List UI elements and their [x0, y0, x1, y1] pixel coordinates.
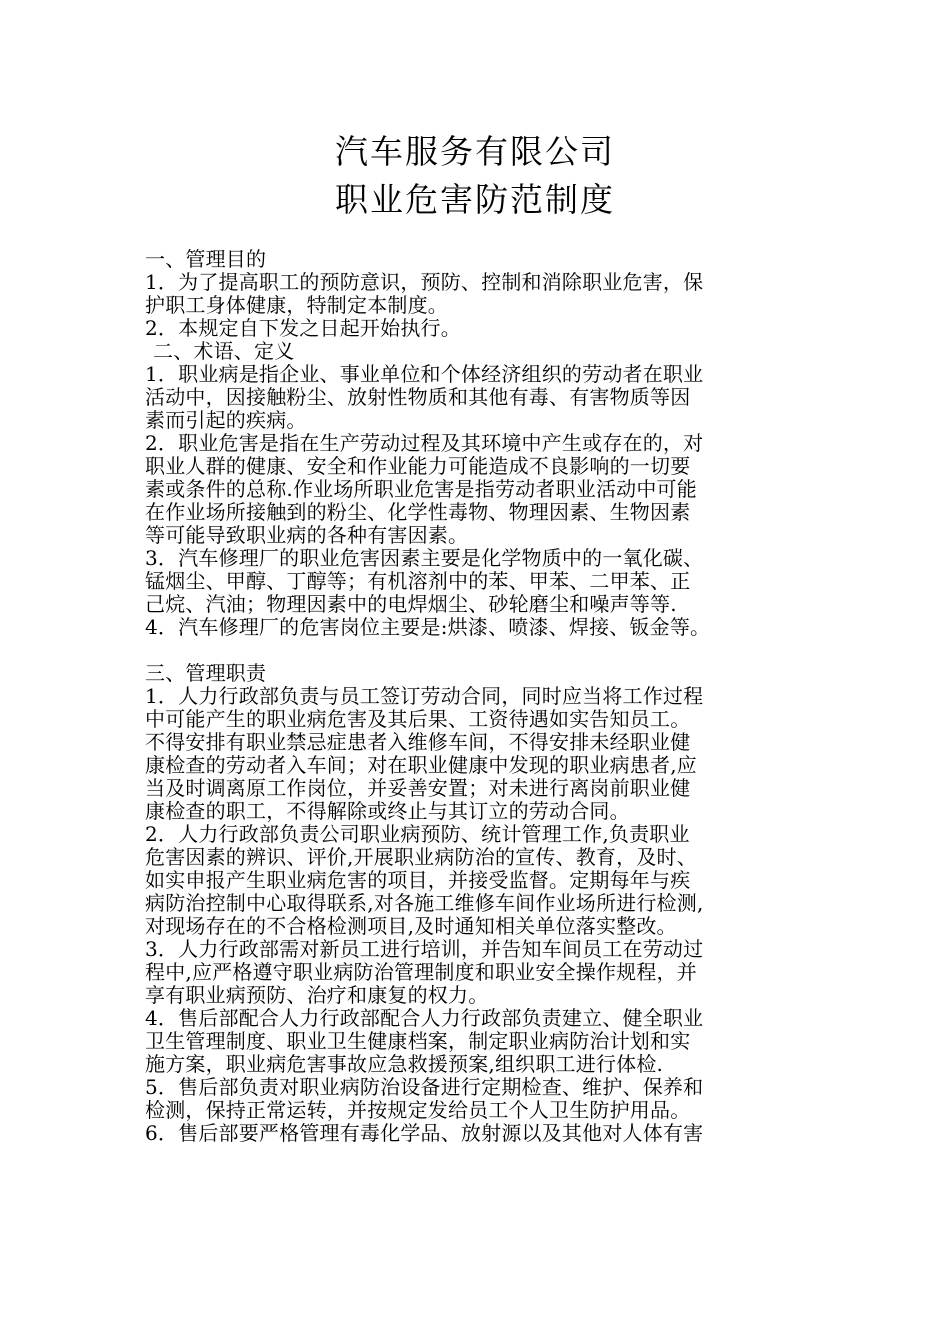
section-heading-purpose: 一、管理目的 — [145, 247, 267, 271]
paragraph-line: 中可能产生的职业病危害及其后果、工资待遇如实告知员工。 — [145, 707, 691, 731]
paragraph-line: 6．售后部要严格管理有毒化学品、放射源以及其他对人体有害 — [145, 1121, 704, 1145]
paragraph-line: 卫生管理制度、职业卫生健康档案，制定职业病防治计划和实 — [145, 1029, 691, 1053]
blank-line — [145, 639, 835, 662]
paragraph-line: 2．本规定自下发之日起开始执行。 — [145, 316, 461, 340]
paragraph-line: 1．职业病是指企业、事业单位和个体经济组织的劳动者在职业 — [145, 362, 704, 386]
paragraph-line: 2．职业危害是指在生产劳动过程及其环境中产生或存在的，对 — [145, 431, 704, 455]
section-heading-responsibilities: 三、管理职责 — [145, 661, 267, 685]
paragraph-line: 素而引起的疾病。 — [145, 408, 307, 432]
paragraph-line: 当及时调离原工作岗位，并妥善安置；对未进行离岗前职业健 — [145, 776, 691, 800]
title-policy: 职业危害防范制度 — [335, 180, 615, 219]
paragraph-line: 4．售后部配合人力行政部配合人力行政部负责建立、健全职业 — [145, 1006, 704, 1030]
paragraph-line: 素或条件的总称.作业场所职业危害是指劳动者职业活动中可能 — [145, 477, 697, 501]
paragraph-line: 职业人群的健康、安全和作业能力可能造成不良影响的一切要 — [145, 454, 691, 478]
section-heading-definitions: 二、术语、定义 — [153, 339, 295, 363]
paragraph-line: 如实申报产生职业病危害的项目，并接受监督。定期每年与疾 — [145, 868, 691, 892]
document-body — [145, 248, 835, 1145]
paragraph-line: 对现场存在的不合格检测项目,及时通知相关单位落实整改。 — [145, 914, 677, 938]
paragraph-line: 等可能导致职业病的各种有害因素。 — [145, 523, 469, 547]
paragraph-line: 在作业场所接触到的粉尘、化学性毒物、物理因素、生物因素 — [145, 500, 691, 524]
paragraph-line: 己烷、汽油；物理因素中的电焊烟尘、砂轮磨尘和噪声等等. — [145, 592, 677, 616]
paragraph-line: 危害因素的辨识、评价,开展职业病防治的宣传、教育，及时、 — [145, 845, 697, 869]
paragraph-line: 4．汽车修理厂的危害岗位主要是:烘漆、喷漆、焊接、钣金等。 — [145, 615, 711, 639]
paragraph-line: 病防治控制中心取得联系,对各施工维修车间作业场所进行检测, — [145, 891, 704, 915]
paragraph-line: 不得安排有职业禁忌症患者入维修车间，不得安排未经职业健 — [145, 730, 691, 754]
paragraph-line: 1．人力行政部负责与员工签订劳动合同，同时应当将工作过程 — [145, 684, 704, 708]
paragraph-line: 锰烟尘、甲醇、丁醇等；有机溶剂中的苯、甲苯、二甲苯、正 — [145, 569, 691, 593]
paragraph-line: 检测，保持正常运转，并按规定发给员工个人卫生防护用品。 — [145, 1098, 691, 1122]
paragraph-line: 护职工身体健康，特制定本制度。 — [145, 293, 448, 317]
paragraph-line: 活动中，因接触粉尘、放射性物质和其他有毒、有害物质等因 — [145, 385, 691, 409]
paragraph-line: 3．人力行政部需对新员工进行培训，并告知车间员工在劳动过 — [145, 937, 704, 961]
paragraph-line: 康检查的职工，不得解除或终止与其订立的劳动合同。 — [145, 799, 630, 823]
paragraph-line: 1．为了提高职工的预防意识，预防、控制和消除职业危害，保 — [145, 270, 704, 294]
paragraph-line: 程中,应严格遵守职业病防治管理制度和职业安全操作规程，并 — [145, 960, 697, 984]
paragraph-line: 享有职业病预防、治疗和康复的权力。 — [145, 983, 489, 1007]
paragraph-line: 5．售后部负责对职业病防治设备进行定期检查、维护、保养和 — [145, 1075, 704, 1099]
paragraph-line: 康检查的劳动者入车间；对在职业健康中发现的职业病患者,应 — [145, 753, 697, 777]
document-title — [0, 128, 950, 224]
title-company: 汽车服务有限公司 — [335, 132, 615, 171]
paragraph-line: 2．人力行政部负责公司职业病预防、统计管理工作,负责职业 — [145, 822, 690, 846]
paragraph-line: 3．汽车修理厂的职业危害因素主要是化学物质中的一氧化碳、 — [145, 546, 704, 570]
paragraph-line: 施方案，职业病危害事故应急救援预案,组织职工进行体检. — [145, 1052, 664, 1076]
